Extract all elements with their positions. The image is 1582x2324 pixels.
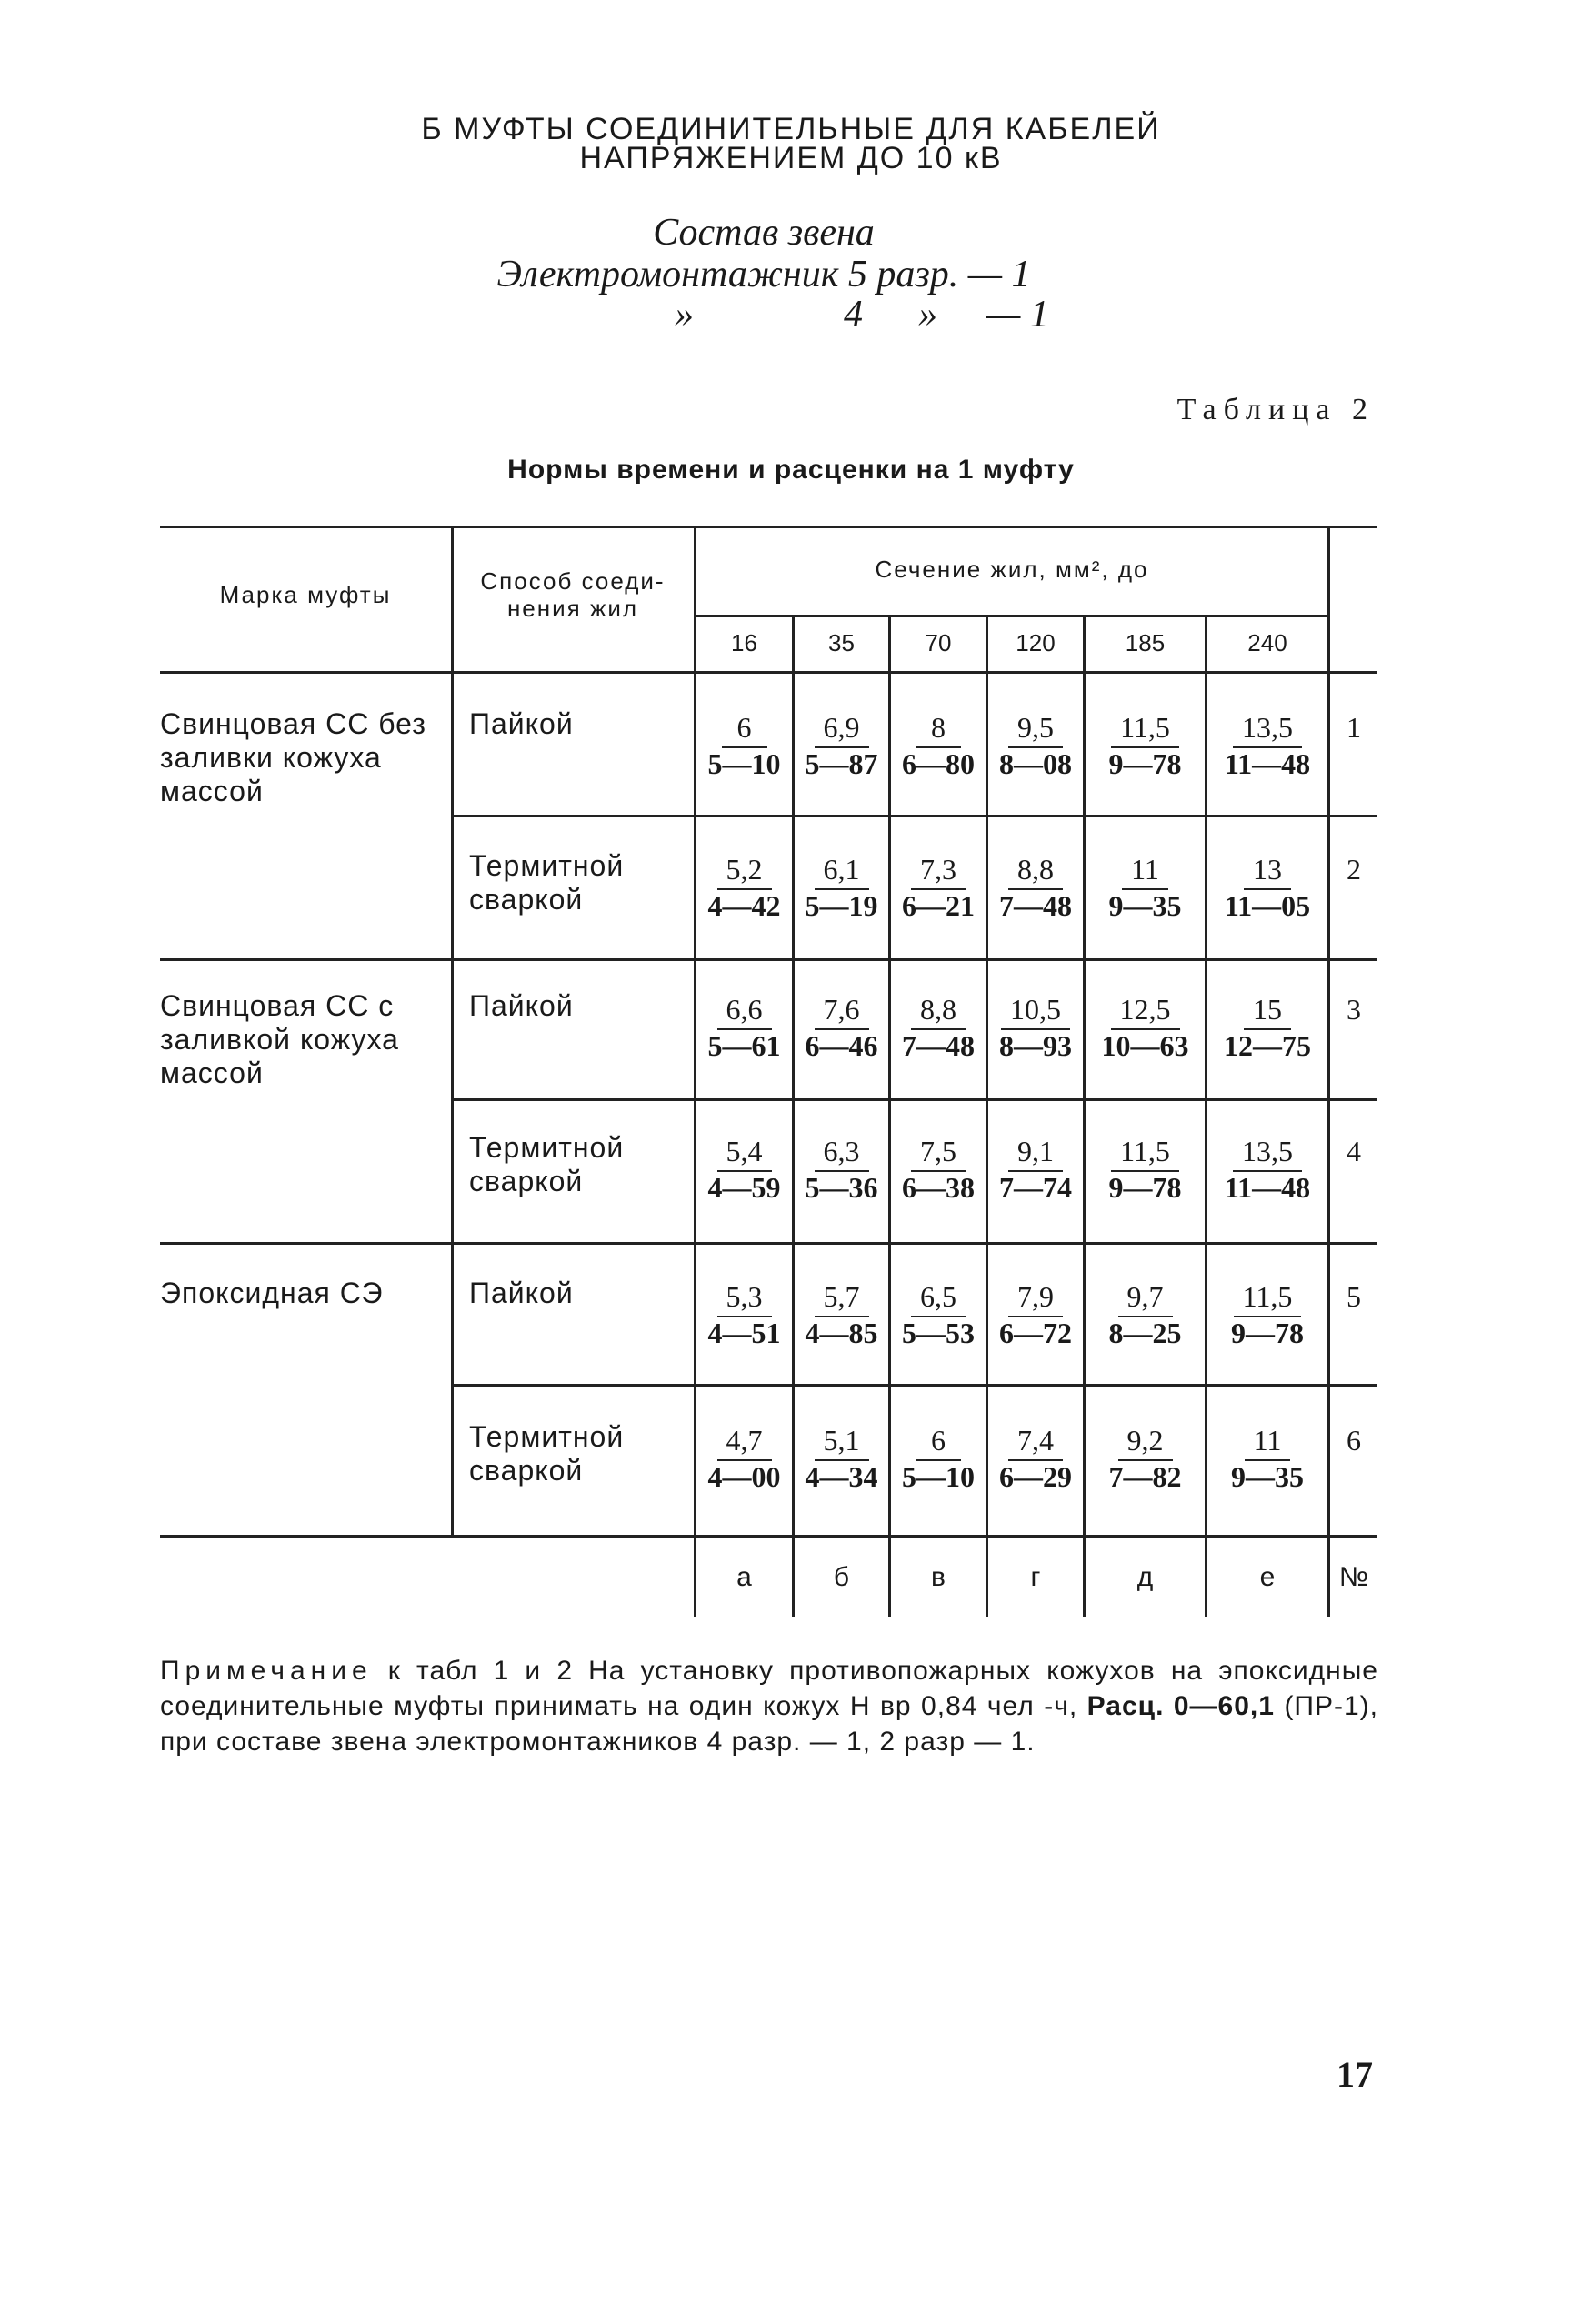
row-number: 1 xyxy=(1347,711,1361,744)
crew-ditto-2: » xyxy=(918,294,937,336)
rate-value: 8—25 xyxy=(1108,1317,1182,1349)
rate-value: 11—48 xyxy=(1224,1171,1311,1204)
rate-value: 11—48 xyxy=(1224,747,1311,780)
norm-time-value: 6 xyxy=(722,711,767,748)
section-heading-line1: Б МУФТЫ СОЕДИНИТЕЛЬНЫЕ ДЛЯ КАБЕЛЕЙ xyxy=(421,112,1161,146)
rate-value: 6—29 xyxy=(999,1460,1072,1493)
norm-time-value: 7,3 xyxy=(911,853,966,890)
rate-value: 4—85 xyxy=(805,1317,878,1349)
norm-time-cell xyxy=(1086,853,1205,890)
rate-value: 5—36 xyxy=(805,1171,878,1204)
brand-lead-no-fill: Свинцовая СС без заливки кожуха массой xyxy=(160,707,426,807)
norm-time-cell xyxy=(696,993,792,1030)
norm-time-value: 5,1 xyxy=(815,1424,869,1461)
norm-time-value: 5,7 xyxy=(815,1280,869,1317)
rate-value: 5—61 xyxy=(707,1029,781,1062)
norm-time-value: 6,6 xyxy=(717,993,772,1030)
size-35: 35 xyxy=(828,629,855,656)
rate-value: 11—05 xyxy=(1224,889,1311,922)
norm-time-value: 9,7 xyxy=(1118,1280,1173,1317)
rate-value: 8—93 xyxy=(999,1029,1072,1062)
rate-value: 7—82 xyxy=(1108,1460,1182,1493)
table-number-label: Таблица 2 xyxy=(1176,393,1375,426)
norm-time-value: 6 xyxy=(916,1424,961,1461)
norm-time-value: 9,2 xyxy=(1118,1424,1173,1461)
norm-time-cell xyxy=(988,711,1083,748)
norm-time-cell xyxy=(891,711,986,748)
size-185: 185 xyxy=(1125,629,1166,656)
rate-value: 9—78 xyxy=(1108,747,1182,780)
rate-value: 5—53 xyxy=(902,1317,975,1349)
col-letter-a: а xyxy=(736,1562,752,1592)
header-method-text: Способ соеди- нения жил xyxy=(480,567,666,622)
crew-line-1: Электромонтажник 5 разр. — 1 xyxy=(496,254,1031,296)
row-rule-1 xyxy=(451,815,1377,817)
norm-time-value: 8,8 xyxy=(911,993,966,1030)
row-number: 3 xyxy=(1347,993,1361,1026)
header-bottom-rule xyxy=(160,671,1377,674)
rate-value: 5—19 xyxy=(805,889,878,922)
norm-time-cell xyxy=(1207,711,1327,748)
rate-value: 5—87 xyxy=(805,747,878,780)
norm-time-value: 6,3 xyxy=(815,1135,869,1172)
table-note xyxy=(160,1653,1378,1759)
norm-time-value: 9,1 xyxy=(1008,1135,1063,1172)
rate-value: 4—42 xyxy=(707,889,781,922)
norm-time-value: 6,5 xyxy=(911,1280,966,1317)
norm-time-cell xyxy=(1086,1135,1205,1172)
norm-time-value: 5,3 xyxy=(717,1280,772,1317)
norm-time-cell xyxy=(696,1280,792,1317)
norm-time-cell xyxy=(891,993,986,1030)
norm-time-value: 8,8 xyxy=(1008,853,1063,890)
page-number: 17 xyxy=(1337,2054,1373,2095)
norm-time-cell xyxy=(1086,1280,1205,1317)
norm-time-value: 7,6 xyxy=(815,993,869,1030)
norm-time-cell xyxy=(988,853,1083,890)
section-header-rule xyxy=(694,615,1327,617)
norm-time-cell xyxy=(1086,711,1205,748)
norm-time-value: 11,5 xyxy=(1111,711,1179,748)
norm-time-value: 11 xyxy=(1245,1424,1291,1461)
size-240: 240 xyxy=(1247,629,1287,656)
rate-value: 9—78 xyxy=(1108,1171,1182,1204)
header-section: Сечение жил, мм², до xyxy=(875,556,1149,583)
row-rule-3 xyxy=(451,1384,1377,1387)
norm-time-cell xyxy=(988,1424,1083,1461)
norm-time-cell xyxy=(891,853,986,890)
norm-time-cell xyxy=(1207,1280,1327,1317)
method-row-5: Пайкой xyxy=(469,1277,574,1309)
norm-time-cell xyxy=(1207,1135,1327,1172)
table-bottom-rule xyxy=(160,1535,1377,1538)
norm-time-value: 4,7 xyxy=(717,1424,772,1461)
norm-time-value: 12,5 xyxy=(1111,993,1180,1030)
norm-time-cell xyxy=(988,993,1083,1030)
method-row-4: Термитной сваркой xyxy=(469,1131,625,1197)
rate-value: 4—00 xyxy=(707,1460,781,1493)
norm-time-value: 11 xyxy=(1122,853,1168,890)
norm-time-value: 10,5 xyxy=(1001,993,1070,1030)
norm-time-value: 6,1 xyxy=(815,853,869,890)
row-rule-2 xyxy=(451,1098,1377,1101)
method-row-1: Пайкой xyxy=(469,707,574,740)
col-letter-b: б xyxy=(833,1562,850,1592)
norm-time-cell xyxy=(1207,853,1327,890)
norm-time-value: 15 xyxy=(1244,993,1291,1030)
norm-time-cell xyxy=(988,1280,1083,1317)
norm-time-cell xyxy=(696,1424,792,1461)
rate-value: 7—48 xyxy=(999,889,1072,922)
size-16: 16 xyxy=(731,629,757,656)
norm-time-value: 5,2 xyxy=(717,853,772,890)
norm-time-cell xyxy=(1207,1424,1327,1461)
norm-time-cell xyxy=(1086,993,1205,1030)
row-number: 6 xyxy=(1347,1424,1361,1457)
note-rate: Расц. 0—60,1 xyxy=(1086,1691,1275,1721)
norm-time-value: 11,5 xyxy=(1111,1135,1179,1172)
rate-value: 6—80 xyxy=(902,747,975,780)
method-row-6: Термитной сваркой xyxy=(469,1420,625,1487)
norm-time-cell xyxy=(795,711,888,748)
method-row-3: Пайкой xyxy=(469,989,574,1022)
size-70: 70 xyxy=(925,629,952,656)
row-number: 4 xyxy=(1347,1135,1361,1167)
group-rule-1 xyxy=(160,958,1377,961)
norm-time-value: 13,5 xyxy=(1233,1135,1302,1172)
norm-time-value: 7,4 xyxy=(1008,1424,1063,1461)
crew-grade: 4 xyxy=(844,294,863,336)
note-text-1: к табл 1 и 2 На установку противопожарных кожухов на эпоксидные соединительные муфты принимать на один кожух Н вр 0,84 чел -ч, xyxy=(160,1656,1378,1721)
norm-time-value: 13,5 xyxy=(1233,711,1302,748)
col-letter-g: г xyxy=(1030,1562,1041,1592)
rate-value: 12—75 xyxy=(1224,1029,1311,1062)
norm-time-cell xyxy=(795,1280,888,1317)
table-top-border xyxy=(160,526,1327,528)
col-letter-e: е xyxy=(1259,1562,1276,1592)
norm-time-cell xyxy=(795,1135,888,1172)
norm-time-cell xyxy=(1207,993,1327,1030)
rate-value: 7—48 xyxy=(902,1029,975,1062)
norm-time-cell xyxy=(891,1280,986,1317)
crew-title: Состав звена xyxy=(653,212,875,254)
rate-value: 5—10 xyxy=(707,747,781,780)
section-heading-line2: НАПРЯЖЕНИЕМ ДО 10 кВ xyxy=(579,141,1003,175)
norm-time-cell xyxy=(795,1424,888,1461)
col-letter-d: д xyxy=(1136,1562,1154,1592)
rate-value: 6—38 xyxy=(902,1171,975,1204)
row-number: 2 xyxy=(1347,853,1361,886)
rate-value: 6—21 xyxy=(902,889,975,922)
norm-time-value: 8 xyxy=(916,711,961,748)
size-120: 120 xyxy=(1016,629,1056,656)
header-brand: Марка муфты xyxy=(219,581,392,608)
rate-value: 4—59 xyxy=(707,1171,781,1204)
norm-time-value: 9,5 xyxy=(1008,711,1063,748)
col-letter-v: в xyxy=(931,1562,946,1592)
rate-value: 9—78 xyxy=(1231,1317,1304,1349)
norm-time-value: 5,4 xyxy=(717,1135,772,1172)
crew-ditto-1: » xyxy=(675,294,694,336)
brand-lead-with-fill: Свинцовая СС с заливкой кожуха массой xyxy=(160,989,399,1089)
col-rule-method xyxy=(451,526,454,1537)
norm-time-value: 7,5 xyxy=(911,1135,966,1172)
rate-value: 6—46 xyxy=(805,1029,878,1062)
norm-time-cell xyxy=(891,1424,986,1461)
norm-time-cell xyxy=(988,1135,1083,1172)
norm-time-value: 11,5 xyxy=(1234,1280,1302,1317)
rate-value: 10—63 xyxy=(1101,1029,1189,1062)
rate-value: 9—35 xyxy=(1108,889,1182,922)
col-label-num: № xyxy=(1338,1562,1369,1592)
rate-value: 7—74 xyxy=(999,1171,1072,1204)
group-rule-2 xyxy=(160,1242,1377,1245)
norm-time-value: 13 xyxy=(1244,853,1291,890)
note-text-2: (ПР-1), при составе звена электромонтажников 4 разр. — 1, 2 разр — 1. xyxy=(160,1691,1378,1757)
rate-value: 9—35 xyxy=(1231,1460,1304,1493)
rate-value: 6—72 xyxy=(999,1317,1072,1349)
table-top-border-num xyxy=(1329,526,1377,528)
table-title: Нормы времени и расценки на 1 муфту xyxy=(507,455,1075,485)
brand-epoxy: Эпоксидная СЭ xyxy=(160,1277,384,1309)
norm-time-cell xyxy=(1086,1424,1205,1461)
rate-value: 4—34 xyxy=(805,1460,878,1493)
norm-time-cell xyxy=(795,993,888,1030)
note-lead: Примечание xyxy=(160,1656,373,1686)
norm-time-cell xyxy=(696,853,792,890)
row-number: 5 xyxy=(1347,1280,1361,1313)
norm-time-cell xyxy=(891,1135,986,1172)
norm-time-cell xyxy=(696,1135,792,1172)
method-row-2: Термитной сваркой xyxy=(469,849,625,916)
rate-value: 4—51 xyxy=(707,1317,781,1349)
header-method xyxy=(459,567,686,622)
norm-time-value: 6,9 xyxy=(815,711,869,748)
norm-time-value: 7,9 xyxy=(1008,1280,1063,1317)
norm-time-cell xyxy=(795,853,888,890)
crew-count: — 1 xyxy=(986,294,1049,336)
norm-time-cell xyxy=(696,711,792,748)
rate-value: 8—08 xyxy=(999,747,1072,780)
rate-value: 5—10 xyxy=(902,1460,975,1493)
